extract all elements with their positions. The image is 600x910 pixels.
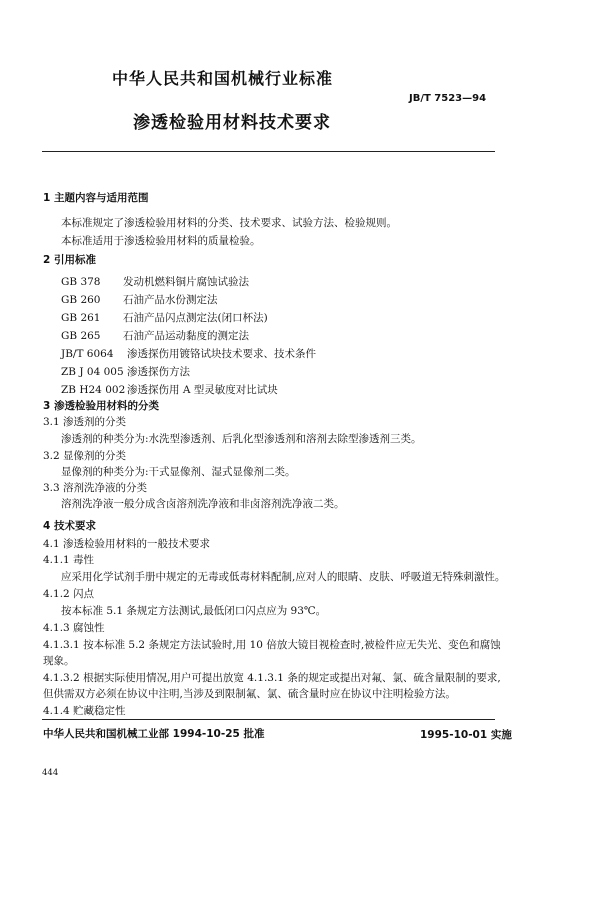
section-4-1-4-heading: 4.1.4 贮藏稳定性: [43, 705, 126, 717]
section-4-1-3-2-line2: 但供需双方必须在协议中注明,当涉及到限制氟、氯、硫含量时应在协议中注明检验方法。: [43, 688, 456, 700]
section-1-p2: 本标准适用于渗透检验用材料的质量检验。: [61, 235, 261, 247]
org-title: 中华人民共和国机械行业标准: [112, 69, 334, 88]
reference-item: ZB J 04 005 渗透探伤方法: [61, 366, 190, 378]
section-3-3-body: 溶剂洗净液一般分成含卤溶剂洗净液和非卤溶剂洗净液二类。: [61, 498, 345, 510]
standard-code: JB/T 7523—94: [409, 93, 487, 104]
section-3-1-heading: 3.1 渗透剂的分类: [43, 416, 127, 428]
header-divider: [42, 151, 495, 152]
section-4-1-3-2-line1: 4.1.3.2 根据实际使用情况,用户可提出放宽 4.1.3.1 条的规定或提出对氟、氯、硫含量限制的要求,: [43, 672, 501, 684]
document-title: 渗透检验用材料技术要求: [133, 113, 331, 133]
section-4-1-3-1-line1: 4.1.3.1 按本标准 5.2 条规定方法试验时,用 10 倍放大镜目视检查时,被检件应无失光、变色和腐蚀: [43, 639, 501, 651]
reference-item: GB 378 发动机燃料铜片腐蚀试验法: [61, 276, 249, 288]
section-1-p1: 本标准规定了渗透检验用材料的分类、技术要求、试验方法、检验规则。: [61, 217, 397, 229]
effective-date: 1995-10-01 实施: [420, 729, 512, 741]
section-4-1-1-heading: 4.1.1 毒性: [43, 554, 95, 566]
page-number: 444: [42, 768, 59, 778]
approval-line: 中华人民共和国机械工业部 1994-10-25 批准: [43, 728, 265, 740]
reference-item: JB/T 6064 渗透探伤用镀铬试块技术要求、技术条件: [61, 348, 316, 360]
section-4-1-heading: 4.1 渗透检验用材料的一般技术要求: [43, 538, 211, 550]
section-3-heading: 3 渗透检验用材料的分类: [43, 400, 159, 412]
reference-item: GB 260 石油产品水份测定法: [61, 294, 218, 306]
section-3-1-body: 渗透剂的种类分为:水洗型渗透剂、后乳化型渗透剂和溶剂去除型渗透剂三类。: [61, 433, 422, 445]
section-2-heading: 2 引用标准: [43, 254, 96, 266]
section-4-1-2-heading: 4.1.2 闪点: [43, 588, 95, 600]
section-4-1-2-body: 按本标准 5.1 条规定方法测试,最低闭口闪点应为 93℃。: [61, 605, 327, 617]
section-4-1-3-1-line2: 现象。: [43, 655, 75, 667]
section-3-3-heading: 3.3 溶剂洗净液的分类: [43, 482, 148, 494]
reference-item: GB 261 石油产品闪点测定法(闭口杯法): [61, 312, 268, 324]
section-1-body: [61, 214, 397, 250]
reference-item: GB 265 石油产品运动黏度的测定法: [61, 330, 249, 342]
section-4-1-1-body: 应采用化学试剂手册中规定的无毒或低毒材料配制,应对人的眼睛、皮肤、呼吸道无特殊刺激性。: [61, 571, 506, 583]
section-4-1-3-heading: 4.1.3 腐蚀性: [43, 622, 105, 634]
reference-list: [61, 273, 316, 399]
reference-item: ZB H24 002 渗透探伤用 A 型灵敏度对比试块: [61, 384, 278, 396]
section-3-2-body: 显像剂的种类分为:干式显像剂、湿式显像剂二类。: [61, 466, 296, 478]
footer-divider: [42, 719, 495, 720]
section-4-heading: 4 技术要求: [43, 520, 96, 532]
section-3-2-heading: 3.2 显像剂的分类: [43, 450, 127, 462]
section-1-heading: 1 主题内容与适用范围: [43, 192, 149, 204]
